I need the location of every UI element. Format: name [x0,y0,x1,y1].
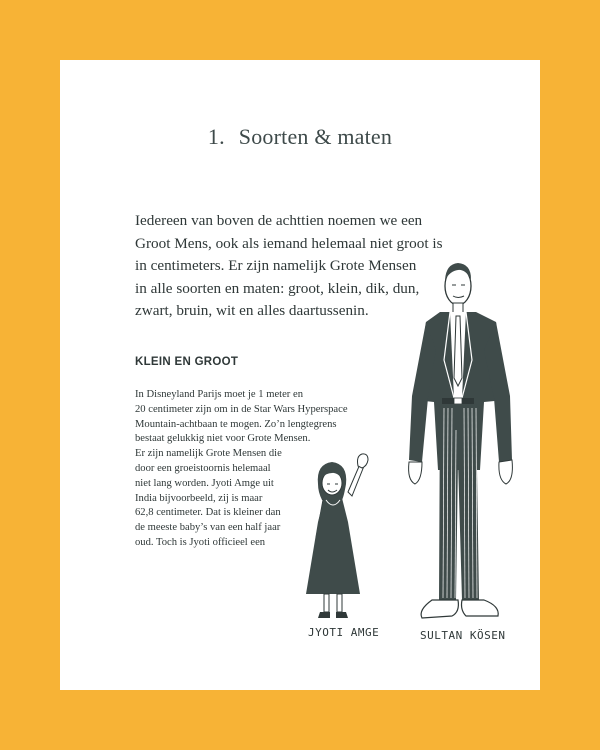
body-line: de meeste baby’s van een half jaar [135,522,281,534]
book-page [60,60,540,690]
intro-line: in centimeters. Er zijn namelijk Grote Mensen [135,257,417,274]
intro-line: in alle soorten en maten: groot, klein, dik, dun, [135,279,420,297]
caption-jyoti: JYOTI AMGE [308,626,380,639]
body-line: niet lang worden. Jyoti Amge uit [135,477,274,489]
body-line: door een groeistoornis helemaal [135,462,271,474]
body-line: Mountain-achtbaan te mogen. Zo’n lengtegrens [135,418,337,430]
chapter-title-text: Soorten & maten [238,124,393,149]
body-line: India bijvoorbeeld, zij is maar [135,492,263,504]
tall-man-illustration [409,263,513,618]
body-line: oud. Toch is Jyoti officieel een [135,536,266,548]
body-line: In Disneyland Parijs moet je 1 meter en [135,389,303,400]
body-line: bestaat gelukkig niet voor Grote Mensen. [135,433,311,445]
intro-line: zwart, bruin, wit en alles daartussenin. [135,302,369,319]
small-woman-illustration [306,454,368,618]
illustration [60,60,540,690]
body-line: 62,8 centimeter. Dat is kleiner dan [135,507,281,519]
body-line: 20 centimeter zijn om in de Star Wars Hyperspace [135,403,348,415]
intro-line: Groot Mens, ook als iemand helemaal niet groot is [135,234,443,252]
body-line: Er zijn namelijk Grote Mensen die [135,448,282,460]
caption-sultan: SULTAN KÖSEN [420,629,506,642]
intro-line: Iedereen van boven de achttien noemen we een [135,212,423,229]
section-heading: KLEIN EN GROOT [135,356,239,368]
chapter-number: 1. [207,124,225,149]
